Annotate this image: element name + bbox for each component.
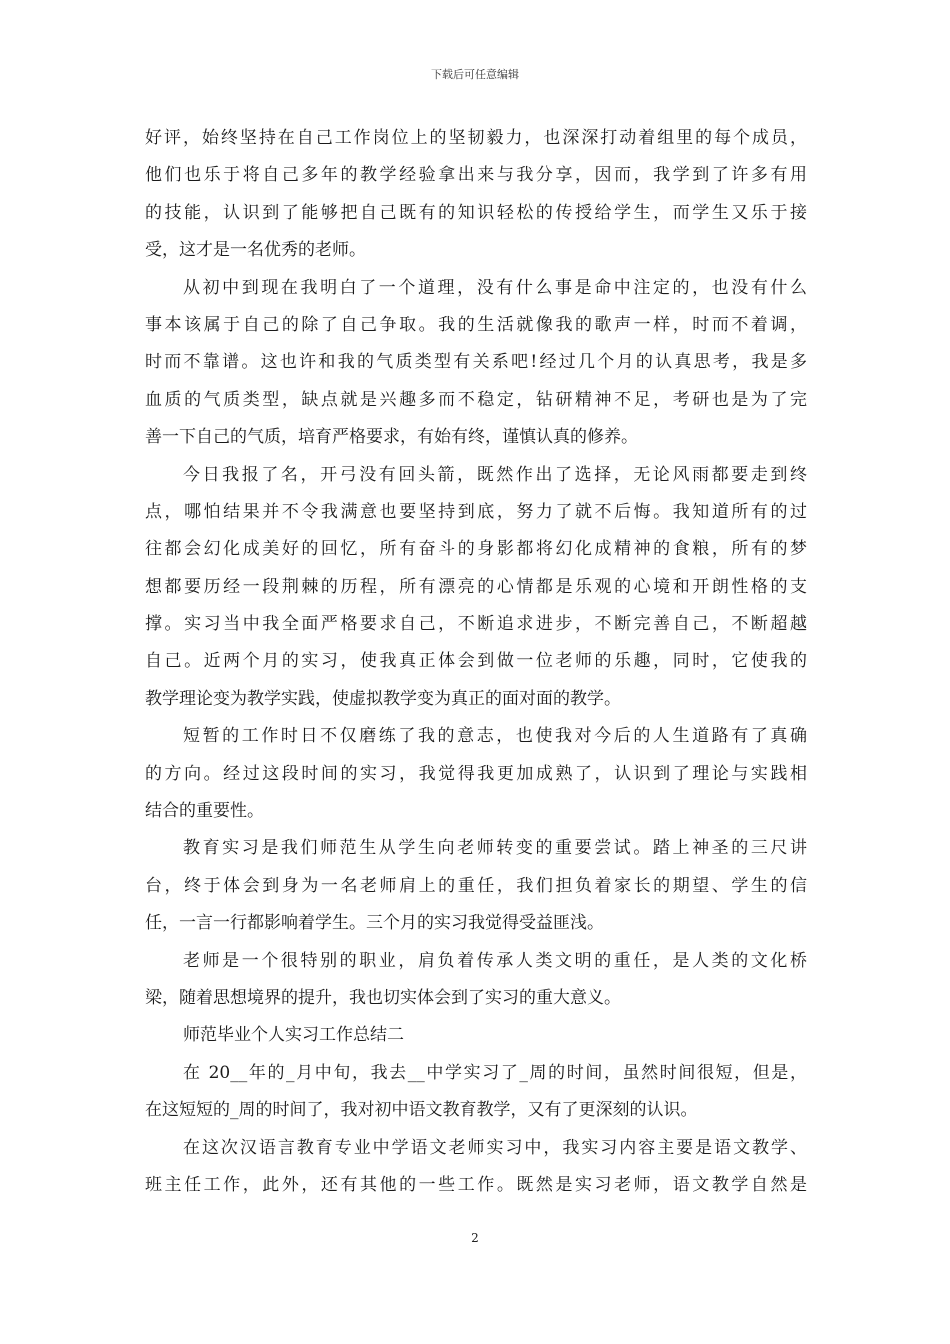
text-line: 结合的重要性。 [145, 801, 264, 822]
text-line: 今日我报了名，开弓没有回头箭，既然作出了选择，无论风雨都要走到终 [183, 464, 807, 485]
text-line: 往都会幻化成美好的回忆，所有奋斗的身影都将幻化成精神的食粮，所有的梦 [145, 539, 807, 560]
text-line: 台，终于体会到身为一名老师肩上的重任，我们担负着家长的期望、学生的信 [145, 875, 807, 896]
text-line: 他们也乐于将自己多年的教学经验拿出来与我分享，因而，我学到了许多有用 [145, 165, 807, 186]
text-line: 想都要历经一段荆棘的历程，所有漂亮的心情都是乐观的心境和开朗性格的支 [145, 576, 807, 597]
text-line: 在 20__年的_月中旬，我去__中学实习了_周的时间，虽然时间很短，但是， [183, 1062, 807, 1083]
text-line: 时而不靠谱。这也许和我的气质类型有关系吧!经过几个月的认真思考，我是多 [145, 352, 807, 373]
text-line: 老师是一个很特别的职业，肩负着传承人类文明的重任，是人类的文化桥 [183, 950, 807, 971]
text-line: 从初中到现在我明白了一个道理，没有什么事是命中注定的，也没有什么 [183, 277, 807, 298]
text-line: 受，这才是一名优秀的老师。 [145, 240, 366, 261]
text-line: 在这次汉语言教育专业中学语文老师实习中，我实习内容主要是语文教学、 [183, 1137, 807, 1158]
text-line: 梁，随着思想境界的提升，我也切实体会到了实习的重大意义。 [145, 987, 621, 1008]
text-line: 事本该属于自己的除了自己争取。我的生活就像我的歌声一样，时而不着调， [145, 314, 807, 335]
text-line: 的方向。经过这段时间的实习，我觉得我更加成熟了，认识到了理论与实践相 [145, 763, 807, 784]
text-line: 教学理论变为教学实践，使虚拟教学变为真正的面对面的教学。 [145, 688, 621, 709]
text-line: 任，一言一行都影响着学生。三个月的实习我觉得受益匪浅。 [145, 913, 604, 934]
page-number: 2 [471, 1231, 479, 1245]
text-line: 师范毕业个人实习工作总结二 [183, 1025, 404, 1046]
document-body [145, 120, 807, 1204]
page-header: 下载后可任意编辑 [431, 68, 519, 81]
text-line: 教育实习是我们师范生从学生向老师转变的重要尝试。踏上神圣的三尺讲 [183, 838, 807, 859]
text-line: 血质的气质类型，缺点就是兴趣多而不稳定，钻研精神不足，考研也是为了完 [145, 389, 807, 410]
text-line: 在这短短的_周的时间了，我对初中语文教育教学，又有了更深刻的认识。 [145, 1100, 698, 1121]
text-line: 短暂的工作时日不仅磨练了我的意志，也使我对今后的人生道路有了真确 [183, 726, 807, 747]
text-line: 好评，始终坚持在自己工作岗位上的坚韧毅力，也深深打动着组里的每个成员， [145, 128, 807, 148]
text-line: 善一下自己的气质，培育严格要求，有始有终，谨慎认真的修养。 [145, 427, 638, 448]
text-line: 班主任工作，此外，还有其他的一些工作。既然是实习老师，语文教学自然是 [145, 1174, 807, 1195]
text-line: 点，哪怕结果并不令我满意也要坚持到底，努力了就不后悔。我知道所有的过 [145, 501, 807, 522]
text-line: 的技能，认识到了能够把自己既有的知识轻松的传授给学生，而学生又乐于接 [145, 202, 807, 223]
text-line: 自己。近两个月的实习，使我真正体会到做一位老师的乐趣，同时，它使我的 [145, 651, 807, 672]
text-line: 撑。实习当中我全面严格要求自己，不断追求进步，不断完善自己，不断超越 [145, 614, 807, 635]
